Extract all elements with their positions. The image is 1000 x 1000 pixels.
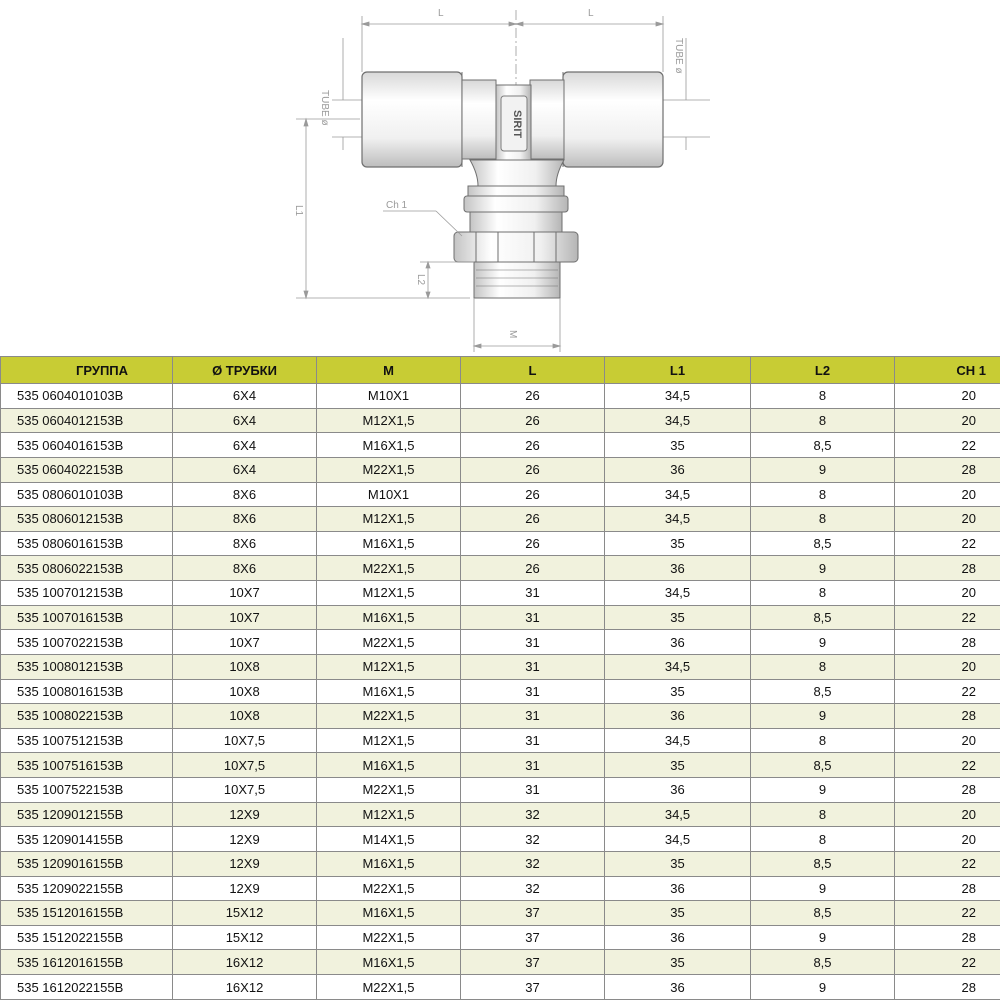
cell-l1: 36: [605, 876, 751, 901]
table-row: [1, 679, 1000, 704]
cell-ch1: 20: [895, 728, 1000, 753]
cell-l1: 35: [605, 531, 751, 556]
cell-ch1: 22: [895, 679, 1000, 704]
table-row: [1, 408, 1000, 433]
cell-group: 535 1612016155B: [1, 950, 173, 975]
cell-m: M22X1,5: [317, 975, 461, 1000]
cell-l2: 8,5: [751, 605, 895, 630]
cell-m: M22X1,5: [317, 925, 461, 950]
cell-l1: 34,5: [605, 384, 751, 409]
cell-l2: 9: [751, 704, 895, 729]
cell-group: 535 1512016155B: [1, 901, 173, 926]
cell-l2: 8: [751, 654, 895, 679]
cell-l: 26: [461, 433, 605, 458]
cell-l2: 9: [751, 457, 895, 482]
cell-m: M12X1,5: [317, 728, 461, 753]
cell-l2: 8,5: [751, 433, 895, 458]
table-row: [1, 975, 1000, 1000]
cell-group: 535 0604022153B: [1, 457, 173, 482]
cell-group: 535 1007516153B: [1, 753, 173, 778]
cell-group: 535 0806012153B: [1, 507, 173, 532]
header-group: ГРУППА: [1, 357, 173, 384]
table-row: [1, 384, 1000, 409]
cell-l1: 34,5: [605, 408, 751, 433]
cell-l1: 35: [605, 679, 751, 704]
cell-l: 37: [461, 901, 605, 926]
header-ch1: CH 1: [895, 357, 1000, 384]
cell-l: 31: [461, 753, 605, 778]
cell-l1: 35: [605, 851, 751, 876]
cell-l2: 9: [751, 556, 895, 581]
table-row: [1, 433, 1000, 458]
cell-l2: 8: [751, 581, 895, 606]
cell-tube-diameter: 10X7,5: [173, 753, 317, 778]
cell-l1: 35: [605, 605, 751, 630]
table-row: [1, 950, 1000, 975]
cell-l2: 9: [751, 975, 895, 1000]
cell-group: 535 1008016153B: [1, 679, 173, 704]
cell-m: M22X1,5: [317, 704, 461, 729]
cell-group: 535 1007512153B: [1, 728, 173, 753]
cell-ch1: 20: [895, 384, 1000, 409]
table-row: [1, 556, 1000, 581]
cell-tube-diameter: 10X8: [173, 654, 317, 679]
cell-m: M16X1,5: [317, 605, 461, 630]
cell-l2: 8,5: [751, 679, 895, 704]
cell-group: 535 0806016153B: [1, 531, 173, 556]
cell-tube-diameter: 6X4: [173, 408, 317, 433]
cell-l: 31: [461, 728, 605, 753]
table-row: [1, 581, 1000, 606]
cell-l2: 8: [751, 827, 895, 852]
table-row: [1, 901, 1000, 926]
table-row: [1, 925, 1000, 950]
header-tube-diameter: Ø ТРУБКИ: [173, 357, 317, 384]
dim-l-right-label: L: [588, 8, 594, 19]
cell-ch1: 20: [895, 581, 1000, 606]
cell-l1: 34,5: [605, 802, 751, 827]
cell-l: 31: [461, 630, 605, 655]
dim-m-lines: [474, 298, 560, 352]
cell-l2: 9: [751, 630, 895, 655]
cell-l2: 8: [751, 728, 895, 753]
header-l1: L1: [605, 357, 751, 384]
cell-ch1: 22: [895, 901, 1000, 926]
cell-l2: 9: [751, 778, 895, 803]
cell-group: 535 0806022153B: [1, 556, 173, 581]
cell-m: M16X1,5: [317, 851, 461, 876]
cell-l2: 9: [751, 925, 895, 950]
cell-l1: 34,5: [605, 827, 751, 852]
cell-l2: 8: [751, 482, 895, 507]
cell-ch1: 22: [895, 605, 1000, 630]
cell-m: M16X1,5: [317, 950, 461, 975]
cell-l: 26: [461, 457, 605, 482]
table-row: [1, 507, 1000, 532]
cell-l: 37: [461, 925, 605, 950]
tee-fitting-drawing: [0, 0, 1000, 356]
cell-l1: 36: [605, 778, 751, 803]
cell-tube-diameter: 15X12: [173, 901, 317, 926]
cell-group: 535 0604016153B: [1, 433, 173, 458]
cell-ch1: 22: [895, 531, 1000, 556]
dim-ch1-label: Ch 1: [386, 200, 408, 211]
header-m: M: [317, 357, 461, 384]
cell-l: 37: [461, 950, 605, 975]
cell-tube-diameter: 12X9: [173, 802, 317, 827]
cell-l: 37: [461, 975, 605, 1000]
header-l: L: [461, 357, 605, 384]
cell-tube-diameter: 10X8: [173, 679, 317, 704]
cell-l: 32: [461, 851, 605, 876]
dim-tube-left-label: TUBE ø: [319, 90, 330, 126]
cell-tube-diameter: 6X4: [173, 457, 317, 482]
cell-l1: 36: [605, 975, 751, 1000]
cell-m: M12X1,5: [317, 507, 461, 532]
cell-ch1: 20: [895, 482, 1000, 507]
dim-m-label: M: [507, 330, 518, 339]
table-row: [1, 876, 1000, 901]
cell-group: 535 1008022153B: [1, 704, 173, 729]
cell-ch1: 20: [895, 827, 1000, 852]
cell-l1: 35: [605, 950, 751, 975]
cell-tube-diameter: 10X7: [173, 581, 317, 606]
cell-m: M16X1,5: [317, 901, 461, 926]
table-row: [1, 704, 1000, 729]
cell-m: M12X1,5: [317, 581, 461, 606]
cell-m: M22X1,5: [317, 457, 461, 482]
cell-l: 26: [461, 384, 605, 409]
cell-ch1: 20: [895, 408, 1000, 433]
brand-label: SIRIT: [511, 110, 523, 139]
cell-group: 535 0604010103B: [1, 384, 173, 409]
cell-tube-diameter: 16X12: [173, 975, 317, 1000]
cell-m: M12X1,5: [317, 802, 461, 827]
cell-m: M12X1,5: [317, 654, 461, 679]
cell-l: 31: [461, 778, 605, 803]
cell-m: M16X1,5: [317, 531, 461, 556]
cell-tube-diameter: 12X9: [173, 876, 317, 901]
cell-tube-diameter: 10X8: [173, 704, 317, 729]
left-socket: [362, 72, 496, 167]
cell-l1: 36: [605, 630, 751, 655]
cell-l: 26: [461, 482, 605, 507]
cell-tube-diameter: 8X6: [173, 507, 317, 532]
cell-ch1: 22: [895, 851, 1000, 876]
cell-l1: 36: [605, 704, 751, 729]
cell-l1: 35: [605, 433, 751, 458]
table-row: [1, 605, 1000, 630]
cell-ch1: 28: [895, 630, 1000, 655]
cell-l1: 34,5: [605, 482, 751, 507]
spec-table: [0, 356, 1000, 1000]
stem-and-nut: [454, 186, 578, 298]
cell-l1: 34,5: [605, 581, 751, 606]
cell-l: 26: [461, 556, 605, 581]
table-row: [1, 778, 1000, 803]
dim-l-left-label: L: [438, 8, 444, 19]
cell-tube-diameter: 12X9: [173, 827, 317, 852]
cell-l2: 9: [751, 876, 895, 901]
cell-l1: 36: [605, 925, 751, 950]
table-row: [1, 728, 1000, 753]
cell-l: 31: [461, 581, 605, 606]
cell-m: M10X1: [317, 482, 461, 507]
cell-tube-diameter: 16X12: [173, 950, 317, 975]
cell-group: 535 1209022155B: [1, 876, 173, 901]
ch1-leader: [383, 211, 462, 236]
cell-l: 32: [461, 876, 605, 901]
cell-l2: 8: [751, 507, 895, 532]
cell-l2: 8,5: [751, 851, 895, 876]
cell-m: M14X1,5: [317, 827, 461, 852]
cell-l: 32: [461, 802, 605, 827]
cell-l: 31: [461, 704, 605, 729]
header-l2: L2: [751, 357, 895, 384]
cell-group: 535 1209014155B: [1, 827, 173, 852]
right-socket: [530, 72, 663, 167]
cell-l2: 8: [751, 802, 895, 827]
cell-l2: 8: [751, 408, 895, 433]
table-header-row: [1, 357, 1000, 384]
cell-group: 535 1209012155B: [1, 802, 173, 827]
cell-group: 535 1612022155B: [1, 975, 173, 1000]
cell-tube-diameter: 6X4: [173, 433, 317, 458]
cell-l2: 8,5: [751, 901, 895, 926]
cell-m: M16X1,5: [317, 753, 461, 778]
cell-group: 535 0604012153B: [1, 408, 173, 433]
cell-tube-diameter: 10X7,5: [173, 728, 317, 753]
cell-l: 31: [461, 654, 605, 679]
cell-m: M16X1,5: [317, 679, 461, 704]
cell-m: M12X1,5: [317, 408, 461, 433]
table-row: [1, 531, 1000, 556]
dim-l2-lines: [420, 262, 474, 298]
cell-ch1: 20: [895, 654, 1000, 679]
cell-m: M22X1,5: [317, 778, 461, 803]
cell-group: 535 0806010103B: [1, 482, 173, 507]
table-row: [1, 457, 1000, 482]
cell-l1: 36: [605, 457, 751, 482]
table-row: [1, 851, 1000, 876]
cell-l: 31: [461, 679, 605, 704]
cell-l: 26: [461, 531, 605, 556]
cell-ch1: 22: [895, 753, 1000, 778]
dim-l2-label: L2: [415, 274, 426, 286]
cell-ch1: 28: [895, 975, 1000, 1000]
dim-tube-right-label: TUBE ø: [673, 38, 684, 74]
cell-ch1: 22: [895, 433, 1000, 458]
cell-tube-diameter: 10X7: [173, 605, 317, 630]
cell-l2: 8,5: [751, 950, 895, 975]
cell-l1: 34,5: [605, 728, 751, 753]
cell-m: M22X1,5: [317, 876, 461, 901]
cell-ch1: 20: [895, 507, 1000, 532]
cell-l1: 35: [605, 753, 751, 778]
cell-ch1: 28: [895, 778, 1000, 803]
cell-l: 26: [461, 507, 605, 532]
cell-ch1: 28: [895, 556, 1000, 581]
table-row: [1, 827, 1000, 852]
cell-m: M10X1: [317, 384, 461, 409]
cell-tube-diameter: 15X12: [173, 925, 317, 950]
cell-tube-diameter: 8X6: [173, 531, 317, 556]
cell-l2: 8: [751, 384, 895, 409]
table-row: [1, 482, 1000, 507]
cell-l2: 8,5: [751, 753, 895, 778]
cell-group: 535 1512022155B: [1, 925, 173, 950]
cell-group: 535 1209016155B: [1, 851, 173, 876]
cell-group: 535 1007016153B: [1, 605, 173, 630]
cell-l1: 34,5: [605, 507, 751, 532]
cell-tube-diameter: 6X4: [173, 384, 317, 409]
table-body: [1, 384, 1000, 1000]
cell-group: 535 1008012153B: [1, 654, 173, 679]
cell-ch1: 28: [895, 704, 1000, 729]
dim-l1-label: L1: [293, 205, 304, 217]
cell-ch1: 28: [895, 925, 1000, 950]
table-row: [1, 630, 1000, 655]
cell-ch1: 22: [895, 950, 1000, 975]
cell-ch1: 28: [895, 457, 1000, 482]
cell-group: 535 1007522153B: [1, 778, 173, 803]
cell-group: 535 1007012153B: [1, 581, 173, 606]
cell-m: M22X1,5: [317, 556, 461, 581]
cell-l: 32: [461, 827, 605, 852]
cell-tube-diameter: 12X9: [173, 851, 317, 876]
cell-tube-diameter: 10X7: [173, 630, 317, 655]
cell-group: 535 1007022153B: [1, 630, 173, 655]
cell-m: M16X1,5: [317, 433, 461, 458]
table-row: [1, 654, 1000, 679]
cell-ch1: 20: [895, 802, 1000, 827]
table-row: [1, 753, 1000, 778]
cell-ch1: 28: [895, 876, 1000, 901]
cell-l1: 35: [605, 901, 751, 926]
table-row: [1, 802, 1000, 827]
cell-tube-diameter: 8X6: [173, 482, 317, 507]
cell-l1: 34,5: [605, 654, 751, 679]
cell-l2: 8,5: [751, 531, 895, 556]
cell-tube-diameter: 10X7,5: [173, 778, 317, 803]
cell-l: 26: [461, 408, 605, 433]
cell-l: 31: [461, 605, 605, 630]
technical-drawing: [0, 0, 1000, 356]
cell-m: M22X1,5: [317, 630, 461, 655]
cell-tube-diameter: 8X6: [173, 556, 317, 581]
cell-l1: 36: [605, 556, 751, 581]
